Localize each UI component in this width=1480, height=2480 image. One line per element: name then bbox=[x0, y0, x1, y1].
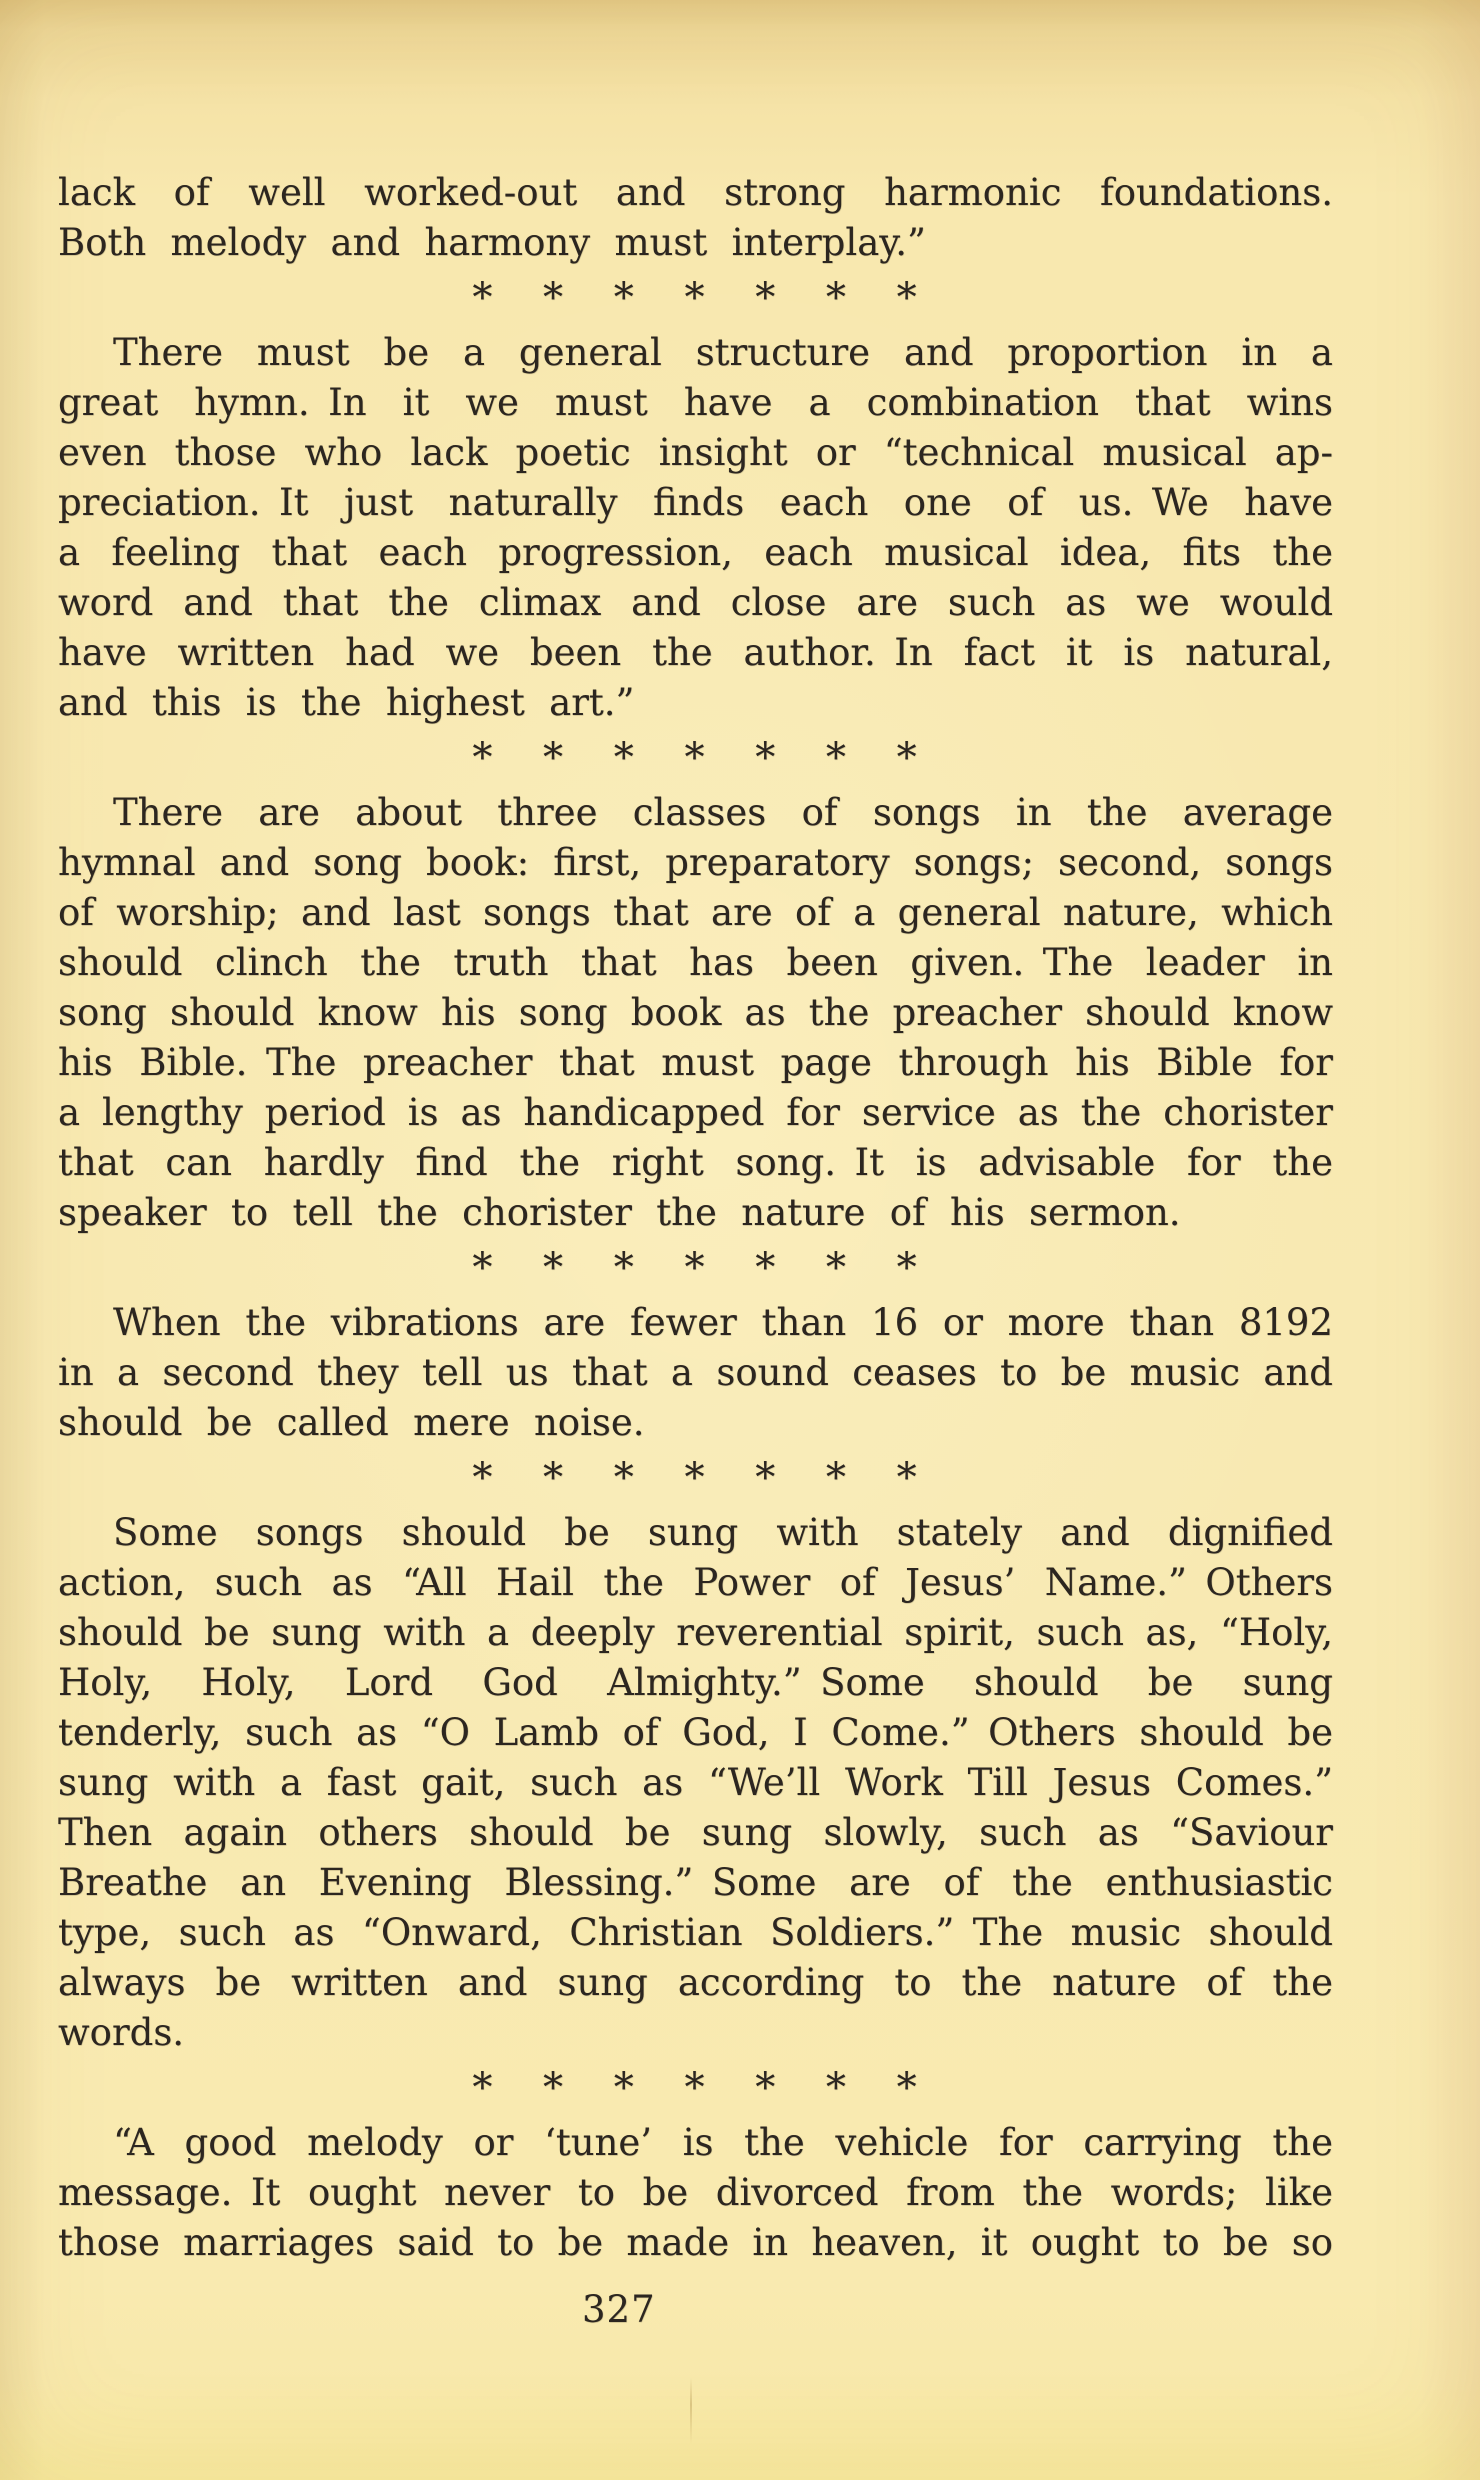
paragraph bbox=[58, 328, 1333, 728]
text-line: hymnal and song book: first, preparatory songs; second, songs bbox=[58, 841, 1333, 884]
text-line: Both melody and harmony must interplay.” bbox=[58, 221, 926, 264]
text-line: lack of well worked-out and strong harmonic foundations. bbox=[58, 171, 1333, 214]
text-line: and this is the highest art.” bbox=[58, 681, 635, 724]
text-line: words. bbox=[58, 2011, 185, 2054]
text-line: sung with a fast gait, such as “We’ll Work Till Jesus Comes.” bbox=[58, 1761, 1333, 1804]
asterisk-separator: * * * * * * * bbox=[472, 275, 919, 321]
text-line: should be called mere noise. bbox=[58, 1401, 645, 1444]
text-line: should clinch the truth that has been given. The leader in bbox=[58, 941, 1333, 984]
paragraph bbox=[58, 1508, 1333, 2058]
text-line: word and that the climax and close are such as we would bbox=[58, 581, 1333, 624]
text-line: always be written and sung according to the nature of the bbox=[58, 1961, 1333, 2004]
text-line: in a second they tell us that a sound ceases to be music and bbox=[58, 1351, 1333, 1394]
text-line: Then again others should be sung slowly, such as “Saviour bbox=[58, 1811, 1333, 1854]
asterisk-separator: * * * * * * * bbox=[472, 1455, 919, 1501]
text-line: There are about three classes of songs in the average bbox=[113, 791, 1333, 834]
paragraph bbox=[58, 1298, 1333, 1448]
text-line: action, such as “All Hail the Power of Jesus’ Name.” Others bbox=[58, 1561, 1333, 1604]
text-line: song should know his song book as the preacher should know bbox=[58, 991, 1333, 1034]
text-line: of worship; and last songs that are of a general nature, which bbox=[58, 891, 1333, 934]
text-line: tenderly, such as “O Lamb of God, I Come.” Others should be bbox=[58, 1711, 1333, 1754]
text-line: message. It ought never to be divorced from the words; like bbox=[58, 2171, 1333, 2214]
text-line: have written had we been the author. In fact it is natural, bbox=[58, 631, 1333, 674]
asterisk-separator: * * * * * * * bbox=[472, 735, 919, 781]
paragraph bbox=[58, 788, 1333, 1238]
asterisk-separator: * * * * * * * bbox=[472, 1245, 919, 1291]
text-line: even those who lack poetic insight or “technical musical ap- bbox=[58, 431, 1333, 474]
page-number: 327 bbox=[582, 2288, 656, 2331]
text-line: a lengthy period is as handicapped for service as the chorister bbox=[58, 1091, 1333, 1134]
text-line: speaker to tell the chorister the nature of his sermon. bbox=[58, 1191, 1181, 1234]
text-line: Some songs should be sung with stately and dignified bbox=[113, 1511, 1333, 1554]
text-line: Holy, Holy, Lord God Almighty.” Some should be sung bbox=[58, 1661, 1333, 1704]
text-line: great hymn. In it we must have a combination that wins bbox=[58, 381, 1333, 424]
text-line: type, such as “Onward, Christian Soldiers.” The music should bbox=[58, 1911, 1333, 1954]
text-line: When the vibrations are fewer than 16 or more than 8192 bbox=[113, 1301, 1333, 1344]
paragraph bbox=[58, 2118, 1333, 2268]
text-line: should be sung with a deeply reverential spirit, such as, “Holy, bbox=[58, 1611, 1333, 1654]
text-line: his Bible. The preacher that must page through his Bible for bbox=[58, 1041, 1333, 1084]
text-line: There must be a general structure and proportion in a bbox=[113, 331, 1333, 374]
paper-crease bbox=[690, 2378, 692, 2444]
text-line: a feeling that each progression, each musical idea, fits the bbox=[58, 531, 1333, 574]
text-line: Breathe an Evening Blessing.” Some are of the enthusiastic bbox=[58, 1861, 1333, 1904]
text-line: “A good melody or ‘tune’ is the vehicle for carrying the bbox=[113, 2121, 1333, 2164]
text-line: that can hardly find the right song. It is advisable for the bbox=[58, 1141, 1333, 1184]
text-line: preciation. It just naturally finds each one of us. We have bbox=[58, 481, 1333, 524]
asterisk-separator: * * * * * * * bbox=[472, 2065, 919, 2111]
text-line: those marriages said to be made in heaven, it ought to be so bbox=[58, 2221, 1333, 2264]
page-text bbox=[58, 168, 1333, 2268]
paragraph bbox=[58, 168, 1333, 268]
